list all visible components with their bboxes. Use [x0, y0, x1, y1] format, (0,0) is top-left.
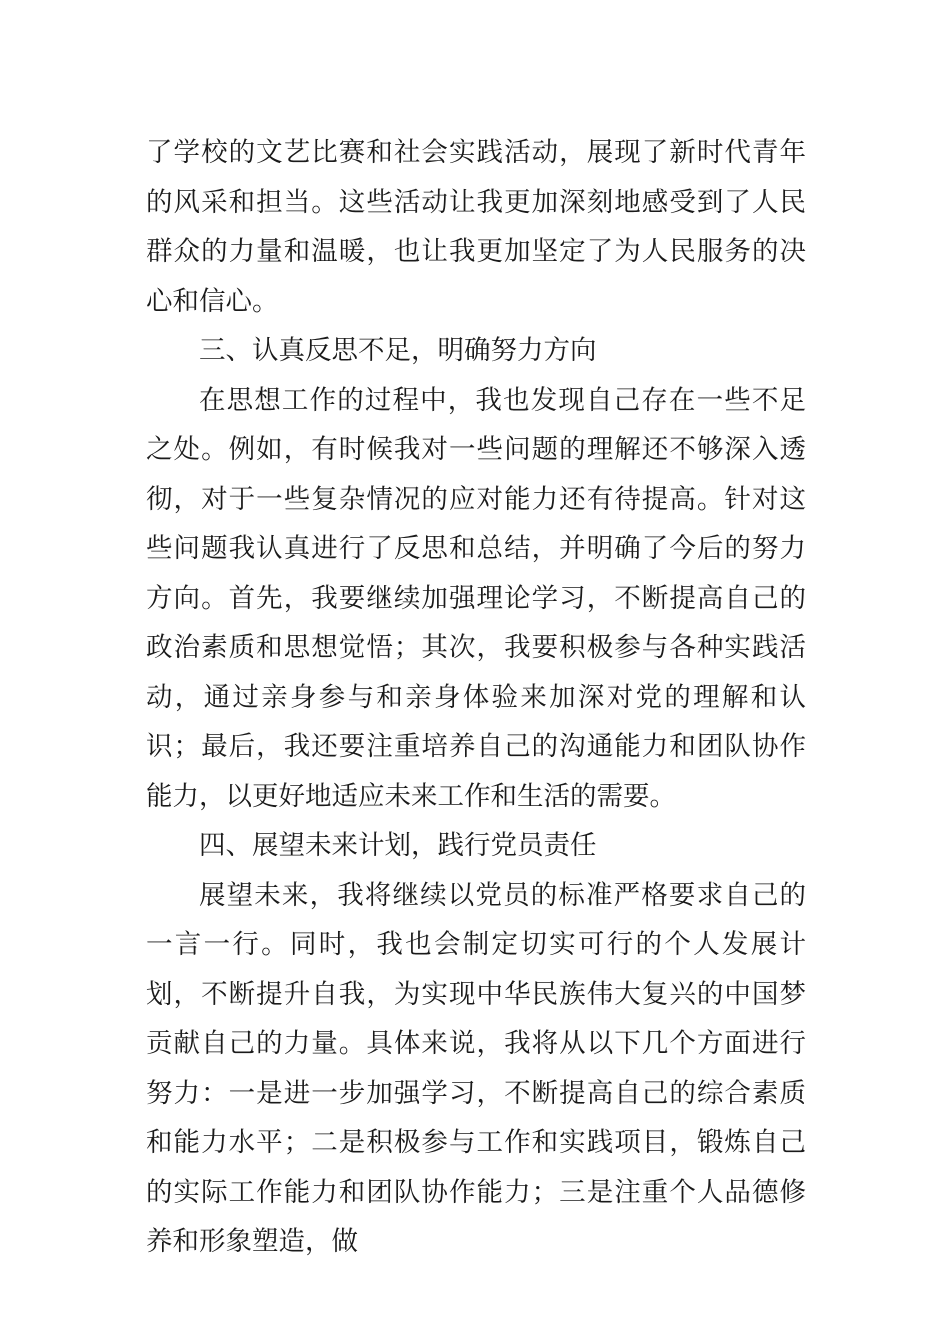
section-heading-three: 三、认真反思不足，明确努力方向 [199, 335, 597, 366]
paragraph-continuation: 了学校的文艺比赛和社会实践活动，展现了新时代青年的风采和担当。这些活动让我更加深刻地感受到了人民群众的力量和温暖，也让我更加坚定了为人民服务的决心和信心。 [146, 137, 806, 317]
paragraph-outlook: 展望未来，我将继续以党员的标准严格要求自己的一言一行。同时，我也会制定切实可行的个人发展计划，不断提升自我，为实现中华民族伟大复兴的中国梦贡献自己的力量。具体来说，我将从以下几个方面进行努力：一是进一步加强学习，不断提高自己的综合素质和能力水平；二是积极参与工作和实践项目，锻炼自己的实际工作能力和团队协作能力；三是注重个人品德修养和形象塑造，做 [146, 879, 806, 1257]
section-heading-four: 四、展望未来计划，践行党员责任 [199, 830, 597, 861]
paragraph-reflection: 在思想工作的过程中，我也发现自己存在一些不足之处。例如，有时候我对一些问题的理解还不够深入透彻，对于一些复杂情况的应对能力还有待提高。针对这些问题我认真进行了反思和总结，并明确了今后的努力方向。首先，我要继续加强理论学习，不断提高自己的政治素质和思想觉悟；其次，我要积极参与各种实践活动，通过亲身参与和亲身体验来加深对党的理解和认识；最后，我还要注重培养自己的沟通能力和团队协作能力，以更好地适应未来工作和生活的需要。 [146, 384, 806, 812]
document-body [146, 128, 806, 1267]
